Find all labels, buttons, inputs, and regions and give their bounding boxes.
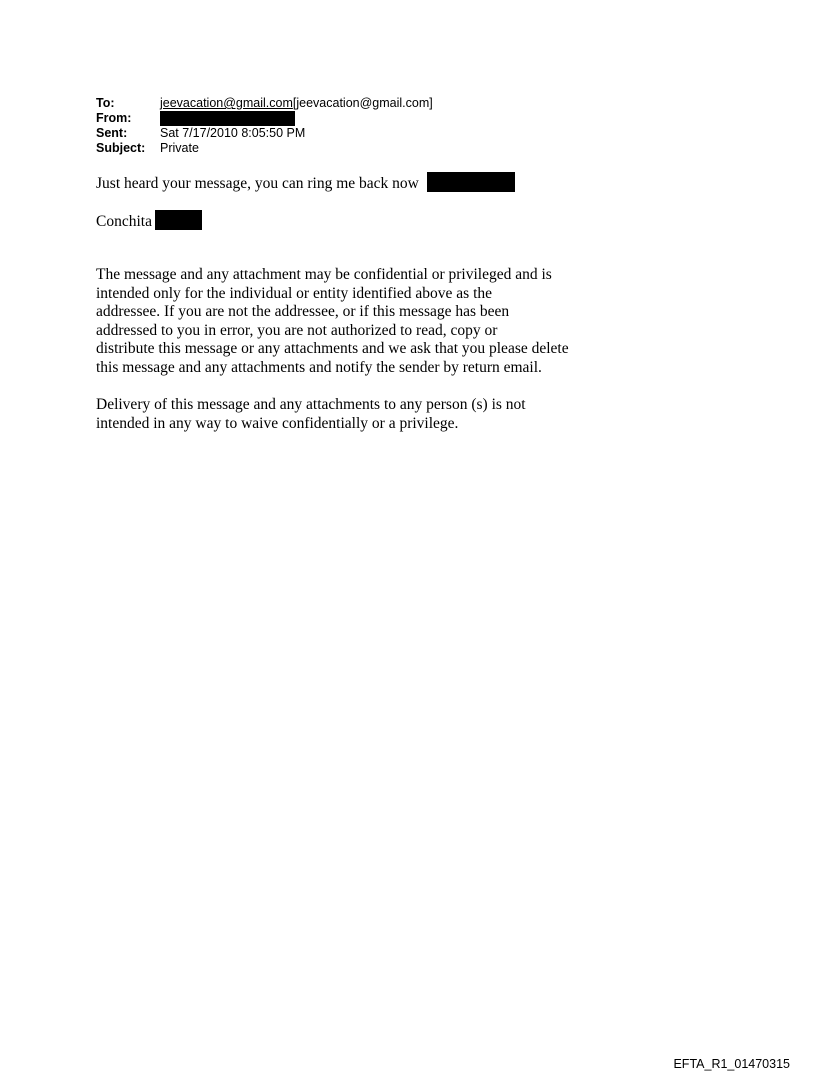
subject-value: Private — [160, 141, 199, 155]
delivery-paragraph — [96, 396, 526, 433]
from-redaction-block — [160, 111, 295, 126]
confidentiality-line: this message and any attachments and notify the sender by return email. — [96, 358, 542, 376]
confidentiality-line: addressee. If you are not the addressee, or if this message has been — [96, 303, 510, 320]
message-signature-line — [96, 210, 202, 232]
to-row — [96, 96, 433, 111]
from-value — [160, 111, 295, 126]
from-row — [96, 111, 433, 126]
sent-row — [96, 126, 433, 141]
sent-label: Sent: — [96, 126, 128, 140]
message-greeting-line — [96, 172, 515, 194]
phone-redaction-block — [427, 172, 515, 192]
confidentiality-line: addressed to you in error, you are not authorized to read, copy or — [96, 321, 498, 339]
to-email-bracketed: [jeevacation@gmail.com] — [292, 96, 433, 110]
subject-label: Subject: — [96, 141, 146, 155]
to-email-link[interactable]: jeevacation@gmail.com — [160, 96, 293, 110]
delivery-line: intended in any way to waive confidentially or a privilege. — [96, 414, 459, 432]
confidentiality-paragraph — [96, 266, 569, 377]
document-id: EFTA_R1_01470315 — [673, 1057, 790, 1071]
subject-row — [96, 141, 433, 156]
greeting-text: Just heard your message, you can ring me back now — [96, 175, 419, 192]
to-value — [160, 96, 433, 111]
from-label: From: — [96, 111, 132, 125]
sent-value: Sat 7/17/2010 8:05:50 PM — [160, 126, 306, 140]
to-label: To: — [96, 96, 115, 110]
confidentiality-line: intended only for the individual or entity identified above as the — [96, 284, 493, 302]
email-header — [96, 96, 433, 156]
confidentiality-line: The message and any attachment may be confidential or privileged and is — [96, 266, 552, 283]
confidentiality-line: distribute this message or any attachments and we ask that you please delete — [96, 340, 569, 357]
surname-redaction-block — [155, 210, 202, 230]
signature-name: Conchita — [96, 213, 152, 230]
delivery-line: Delivery of this message and any attachments to any person (s) is not — [96, 396, 526, 413]
